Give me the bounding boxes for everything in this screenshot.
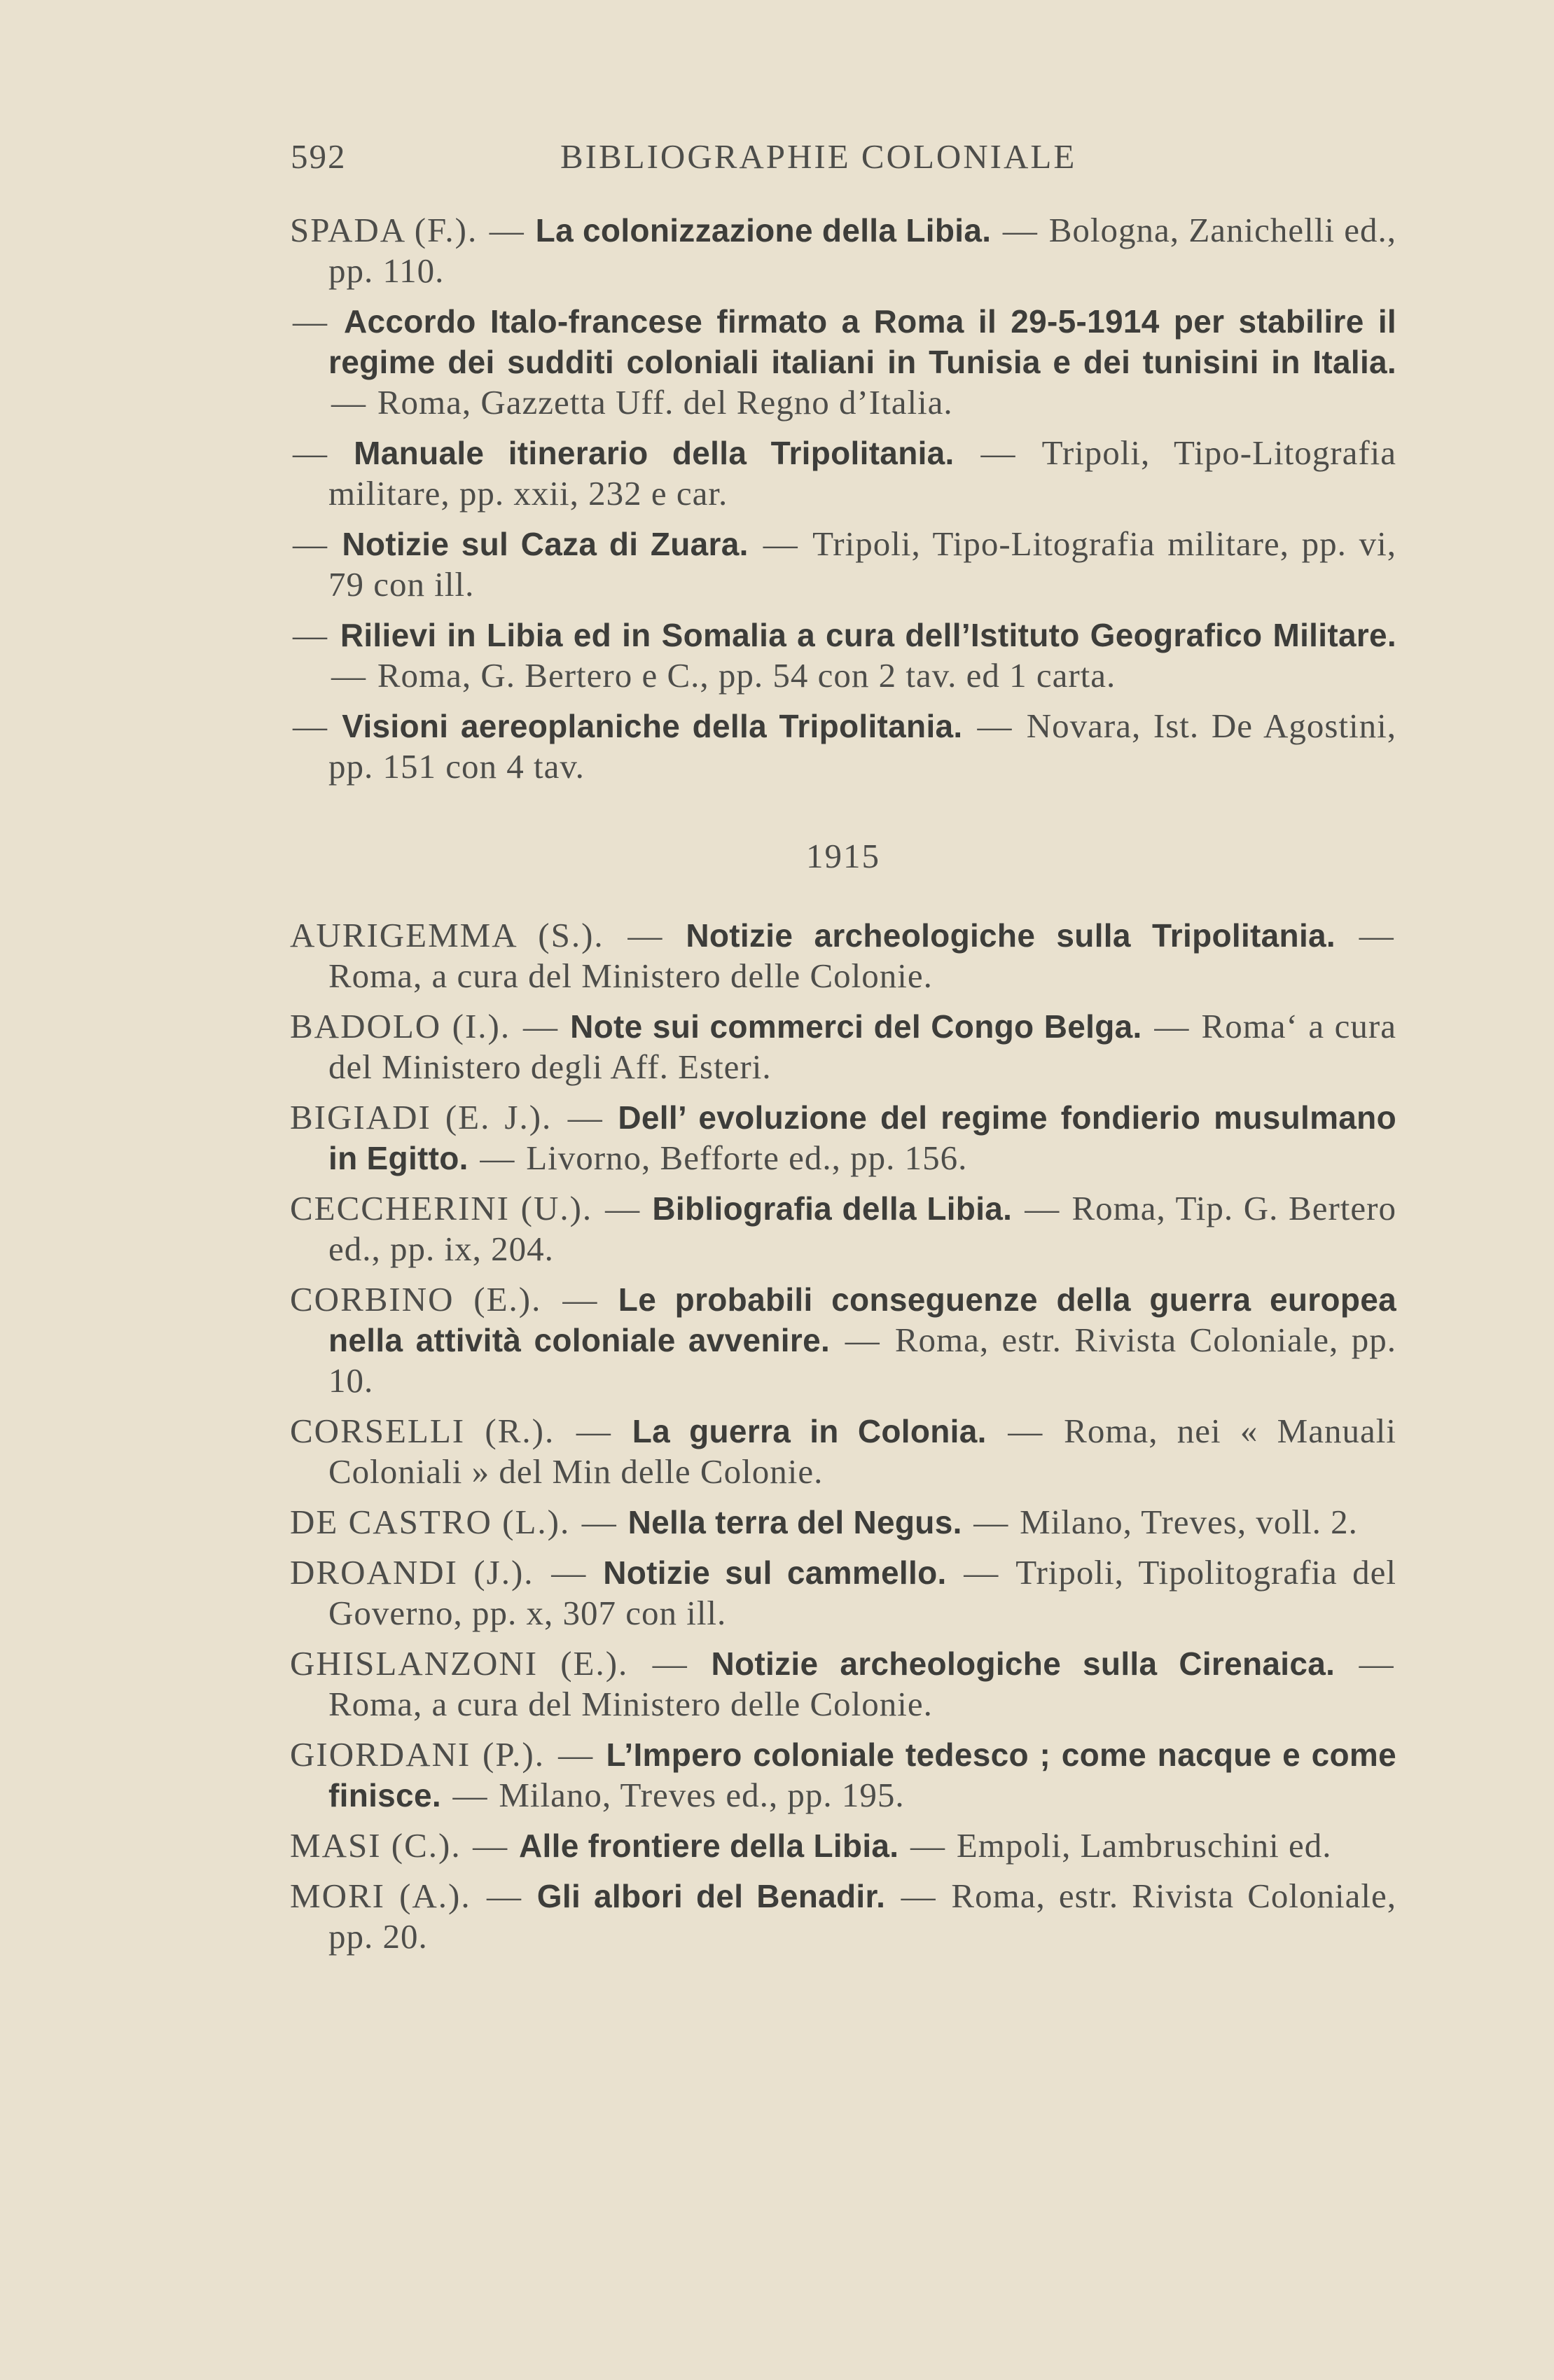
bib-entry [290,615,1396,696]
entry-dash: — [293,524,328,563]
entry-dash: — [1002,211,1038,249]
entry-dash: — [1359,1644,1394,1683]
entry-publication: Novara, Ist. De Agostini, pp. 151 con 4 tav. [328,707,1396,786]
entry-dash: — [489,211,525,249]
entry-dash: — [605,1189,640,1227]
entry-publication: Roma, G. Bertero e C., pp. 54 con 2 tav. ed 1 carta. [377,656,1116,695]
entry-title: La guerra in Colonia. [632,1413,987,1449]
entry-author: GIORDANI (P.). [290,1735,545,1774]
bib-entry [290,1279,1396,1401]
entry-dash: — [293,433,328,472]
entry-dash: — [581,1503,617,1541]
bib-entry [290,1734,1396,1816]
entry-dash: — [763,524,798,563]
entry-publication: Livorno, Befforte ed., pp. 156. [526,1139,968,1177]
entry-dash: — [522,1007,558,1045]
page-header [291,137,1131,186]
entry-dash: — [551,1553,586,1592]
entry-author: CORSELLI (R.). [290,1412,555,1450]
entry-dash: — [910,1826,945,1865]
entry-publication: Milano, Treves, voll. 2. [1020,1503,1358,1541]
entry-dash: — [1025,1189,1060,1227]
entry-title: L’Impero coloniale tedesco ; come nacque e come finisce. [328,1737,1396,1814]
entry-dash: — [964,1553,999,1592]
entry-author: MORI (A.). [290,1877,471,1915]
bib-entry [290,210,1396,291]
entry-author: DE CASTRO (L.). [290,1503,571,1541]
entry-publication: Roma, estr. Rivista Coloniale, pp. 20. [328,1877,1396,1956]
entry-dash: — [1359,916,1394,954]
entry-publication: Empoli, Lambruschini ed. [956,1826,1332,1865]
running-title: BIBLIOGRAPHIE COLONIALE [560,137,1077,176]
entry-author: SPADA (F.). [290,211,478,249]
entry-title: Notizie sul cammello. [603,1554,947,1591]
bib-entry [290,915,1396,996]
entry-title: La colonizzazione della Libia. [535,212,992,249]
entry-title: Notizie archeologiche sulla Cirenaica. [711,1645,1336,1682]
bib-entry [290,1825,1396,1866]
entry-dash: — [487,1877,522,1915]
page-number: 592 [291,137,347,176]
entry-dash: — [977,707,1012,745]
entry-publication: Roma, nei « Manuali Coloniali » del Min delle Colonie. [328,1412,1396,1491]
entry-dash: — [331,656,366,695]
entry-title: Alle frontiere della Libia. [519,1828,899,1864]
entry-title: Rilievi in Libia ed in Somalia a cura dell’Istituto Geografico Militare. [340,617,1396,653]
entry-title: Accordo Italo-francese firmato a Roma il 29-5-1914 per stabilire il regime dei sudditi coloniali italiani in Tunisia e dei tunisini in Italia. [328,303,1396,380]
entry-publication: Tripoli, Tipo-Litografia militare, pp. xxii, 232 e car. [328,433,1396,513]
entry-title: Gli albori del Benadir. [536,1878,886,1914]
bib-entry [290,706,1396,787]
entry-author: CECCHERINI (U.). [290,1189,593,1227]
entry-publication: Roma, Tip. G. Bertero ed., pp. ix, 204. [328,1189,1396,1268]
bib-entry [290,1552,1396,1634]
entry-dash: — [627,916,662,954]
entry-title: Note sui commerci del Congo Belga. [570,1008,1142,1045]
entry-dash: — [973,1503,1008,1541]
entry-dash: — [558,1735,593,1774]
entry-dash: — [331,383,366,422]
entry-title: Bibliografia della Libia. [652,1190,1013,1227]
entry-title: Dell’ evoluzione del regime fondierio musulmano in Egitto. [328,1099,1396,1176]
entry-title: Visioni aereoplaniche della Tripolitania. [342,708,963,744]
entry-dash: — [473,1826,508,1865]
entry-dash: — [845,1321,880,1359]
bib-entry [290,524,1396,605]
entry-author: DROANDI (J.). [290,1553,534,1592]
bib-entry [290,1097,1396,1178]
bib-entry [290,1006,1396,1087]
entry-author: MASI (C.). [290,1826,462,1865]
entry-title: Le probabili conseguenze della guerra europea nella attività coloniale avvenire. [328,1281,1396,1358]
entry-author: BIGIADI (E. J.). [290,1098,553,1136]
entry-author: CORBINO (E.). [290,1280,542,1318]
entry-author: BADOLO (I.). [290,1007,511,1045]
entry-publication: Roma‘ a cura del Ministero degli Aff. Esteri. [328,1007,1396,1086]
entry-dash: — [293,615,328,654]
entry-title: Nella terra del Negus. [627,1504,962,1540]
bib-entry [290,433,1396,514]
bib-entry [290,1643,1396,1725]
entry-publication: Roma, a cura del Ministero delle Colonie. [328,1685,933,1723]
entry-publication: Milano, Treves ed., pp. 195. [499,1776,905,1814]
entry-dash: — [1154,1007,1189,1045]
entry-dash: — [452,1776,487,1814]
year-heading: 1915 [806,837,880,875]
bib-entry [290,1188,1396,1269]
entry-dash: — [562,1280,597,1318]
bib-entry [290,1502,1396,1543]
entry-publication: Roma, Gazzetta Uff. del Regno d’Italia. [377,383,953,422]
bib-entry [290,301,1396,423]
entry-dash: — [576,1412,611,1450]
entry-title: Notizie sul Caza di Zuara. [342,526,749,562]
entry-publication: Tripoli, Tipolitografia del Governo, pp. x, 307 con ill. [328,1553,1396,1632]
entry-author: AURIGEMMA (S.). [290,916,604,954]
entry-title: Notizie archeologiche sulla Tripolitania. [686,917,1336,954]
entry-dash: — [980,433,1015,472]
entry-dash: — [1008,1412,1043,1450]
entry-publication: Roma, a cura del Ministero delle Colonie. [328,956,933,995]
entry-title: Manuale itinerario della Tripolitania. [354,435,955,471]
bibliography-entries [290,210,1396,1967]
bib-entry [290,1411,1396,1492]
entry-publication: Bologna, Zanichelli ed., pp. 110. [328,211,1396,290]
entry-author: GHISLANZONI (E.). [290,1644,629,1683]
bib-entry [290,1876,1396,1957]
entry-dash: — [293,302,328,340]
entry-publication: Roma, estr. Rivista Coloniale, pp. 10. [328,1321,1396,1400]
entry-dash: — [480,1139,515,1177]
entry-dash: — [293,707,328,745]
entry-dash: — [901,1877,936,1915]
entry-publication: Tripoli, Tipo-Litografia militare, pp. vi, 79 con ill. [328,524,1396,604]
entry-dash: — [652,1644,688,1683]
entry-dash: — [567,1098,602,1136]
